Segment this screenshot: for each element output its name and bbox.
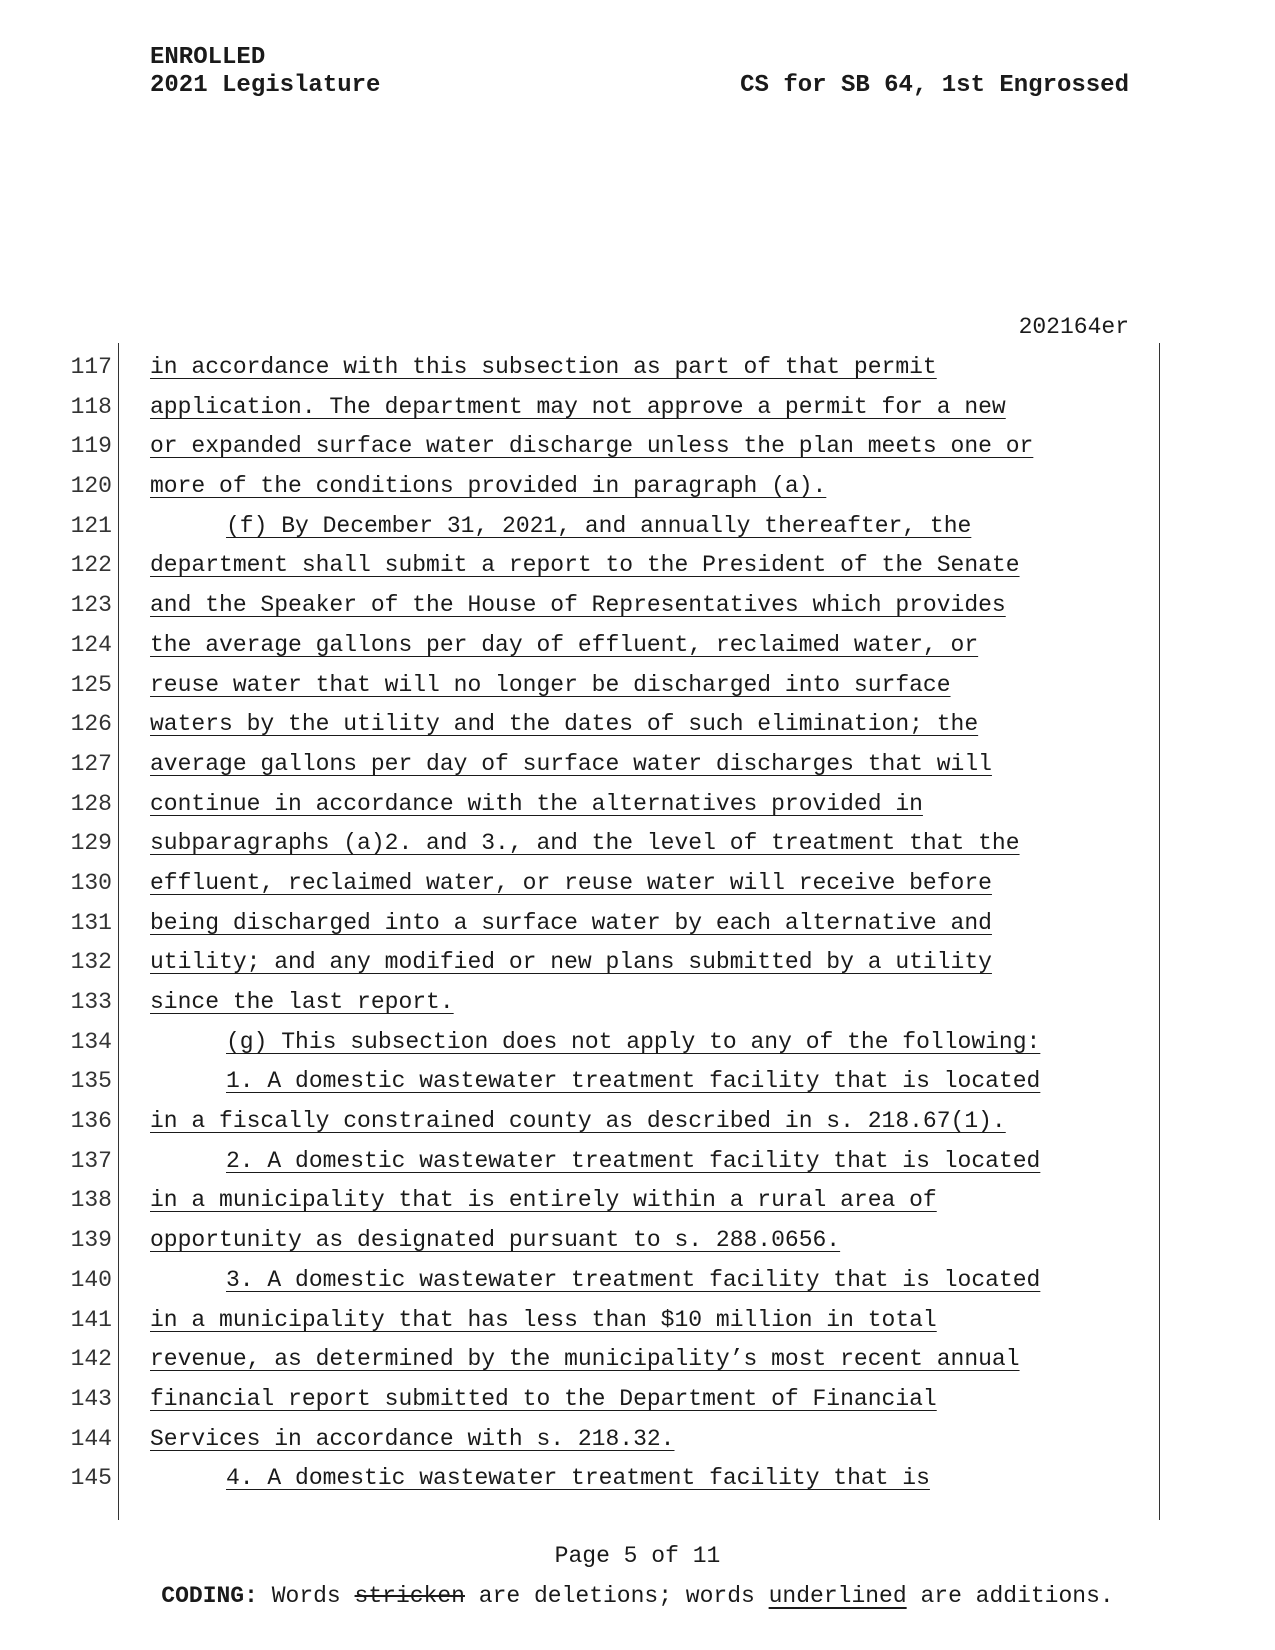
- line-number: 142: [70, 1346, 112, 1373]
- bill-line: [0, 590, 1275, 630]
- line-number: 121: [70, 512, 112, 539]
- bill-line: [0, 392, 1275, 432]
- bill-line: [0, 1305, 1275, 1345]
- line-number: 128: [70, 790, 112, 817]
- line-text: 3. A domestic wastewater treatment facility that is located: [226, 1266, 1041, 1293]
- line-number: 120: [70, 473, 112, 500]
- bill-line: [0, 352, 1275, 392]
- line-number: 135: [70, 1068, 112, 1095]
- line-text: Services in accordance with s. 218.32.: [150, 1425, 675, 1452]
- line-number: 127: [70, 750, 112, 777]
- bill-line: [0, 471, 1275, 511]
- bill-line: [0, 1146, 1275, 1186]
- bill-line: [0, 908, 1275, 948]
- line-text: effluent, reclaimed water, or reuse water will receive before: [150, 869, 992, 896]
- line-text: subparagraphs (a)2. and 3., and the level of treatment that the: [150, 830, 1020, 857]
- page-number: Page 5 of 11: [554, 1543, 721, 1569]
- line-text: in a fiscally constrained county as described in s. 218.67(1).: [150, 1108, 1006, 1135]
- line-number: 137: [70, 1147, 112, 1174]
- bill-line: [0, 1463, 1275, 1503]
- line-text: more of the conditions provided in paragraph (a).: [150, 473, 827, 500]
- bill-line: [0, 1106, 1275, 1146]
- line-number: 138: [70, 1187, 112, 1214]
- line-text: 4. A domestic wastewater treatment facility that is: [226, 1465, 930, 1492]
- line-text: average gallons per day of surface water discharges that will: [150, 750, 992, 777]
- bill-line: [0, 1225, 1275, 1265]
- coding-legend: [0, 1582, 1275, 1610]
- bill-line: [0, 670, 1275, 710]
- bill-line: [0, 1185, 1275, 1225]
- bill-line: [0, 1384, 1275, 1424]
- bill-line: [0, 709, 1275, 749]
- legislature-session: 2021 Legislature: [150, 72, 381, 99]
- bill-line: [0, 511, 1275, 551]
- bill-line: [0, 868, 1275, 908]
- line-text: application. The department may not approve a permit for a new: [150, 393, 1006, 420]
- line-number: 139: [70, 1227, 112, 1254]
- line-text: the average gallons per day of effluent, reclaimed water, or: [150, 631, 979, 658]
- line-text: 1. A domestic wastewater treatment facility that is located: [226, 1068, 1041, 1095]
- line-number: 129: [70, 830, 112, 857]
- line-text: and the Speaker of the House of Representatives which provides: [150, 592, 1006, 619]
- line-text: in accordance with this subsection as part of that permit: [150, 354, 937, 380]
- bill-line: [0, 828, 1275, 868]
- line-number: 117: [70, 354, 112, 380]
- line-text: revenue, as determined by the municipality’s most recent annual: [150, 1346, 1020, 1373]
- line-text: (g) This subsection does not apply to any of the following:: [226, 1028, 1041, 1055]
- line-text: since the last report.: [150, 989, 454, 1015]
- line-text: continue in accordance with the alternatives provided in: [150, 790, 923, 817]
- line-number: 141: [70, 1306, 112, 1333]
- line-number: 140: [70, 1266, 112, 1293]
- bill-line: [0, 1424, 1275, 1464]
- document-code: 202164er: [1018, 314, 1129, 340]
- line-text: 2. A domestic wastewater treatment facility that is located: [226, 1147, 1041, 1174]
- coding-underlined-example: underlined: [768, 1583, 907, 1609]
- line-text: being discharged into a surface water by each alternative and: [150, 909, 992, 936]
- line-number: 143: [70, 1385, 112, 1412]
- line-number: 132: [70, 949, 112, 976]
- bill-line: [0, 1027, 1275, 1067]
- line-text: financial report submitted to the Department of Financial: [150, 1385, 937, 1412]
- line-number: 136: [70, 1108, 112, 1135]
- line-text: or expanded surface water discharge unless the plan meets one or: [150, 433, 1034, 460]
- bill-identifier: CS for SB 64, 1st Engrossed: [740, 72, 1129, 99]
- coding-label: CODING:: [161, 1583, 258, 1609]
- enrolled-label: ENROLLED: [150, 44, 266, 71]
- coding-stricken-example: stricken: [354, 1583, 465, 1609]
- coding-text-additions: are additions.: [906, 1583, 1114, 1609]
- line-text: opportunity as designated pursuant to s. 288.0656.: [150, 1227, 841, 1254]
- bill-line: [0, 987, 1275, 1027]
- line-text: (f) By December 31, 2021, and annually thereafter, the: [226, 512, 972, 539]
- line-text: waters by the utility and the dates of such elimination; the: [150, 711, 979, 738]
- line-number: 119: [70, 433, 112, 460]
- line-number: 133: [70, 989, 112, 1015]
- line-number: 134: [70, 1028, 112, 1055]
- line-number: 145: [70, 1465, 112, 1492]
- coding-text-words: Words: [257, 1583, 355, 1609]
- line-number: 122: [70, 552, 112, 579]
- bill-line: [0, 1344, 1275, 1384]
- bill-line: [0, 630, 1275, 670]
- line-text: reuse water that will no longer be discharged into surface: [150, 671, 951, 698]
- line-number: 124: [70, 631, 112, 658]
- line-text: department shall submit a report to the President of the Senate: [150, 552, 1020, 579]
- line-number: 125: [70, 671, 112, 698]
- bill-line: [0, 749, 1275, 789]
- bill-line: [0, 1265, 1275, 1305]
- bill-line: [0, 550, 1275, 590]
- bill-text-body: [0, 352, 1275, 1503]
- coding-text-deletions: are deletions; words: [464, 1583, 769, 1609]
- line-number: 123: [70, 592, 112, 619]
- line-number: 118: [70, 393, 112, 420]
- line-text: utility; and any modified or new plans submitted by a utility: [150, 949, 992, 976]
- line-number: 144: [70, 1425, 112, 1452]
- line-text: in a municipality that is entirely within a rural area of: [150, 1187, 937, 1214]
- bill-line: [0, 431, 1275, 471]
- bill-line: [0, 789, 1275, 829]
- line-number: 130: [70, 869, 112, 896]
- line-text: in a municipality that has less than $10 million in total: [150, 1306, 937, 1333]
- line-number: 126: [70, 711, 112, 738]
- bill-line: [0, 1066, 1275, 1106]
- line-number: 131: [70, 909, 112, 936]
- bill-line: [0, 947, 1275, 987]
